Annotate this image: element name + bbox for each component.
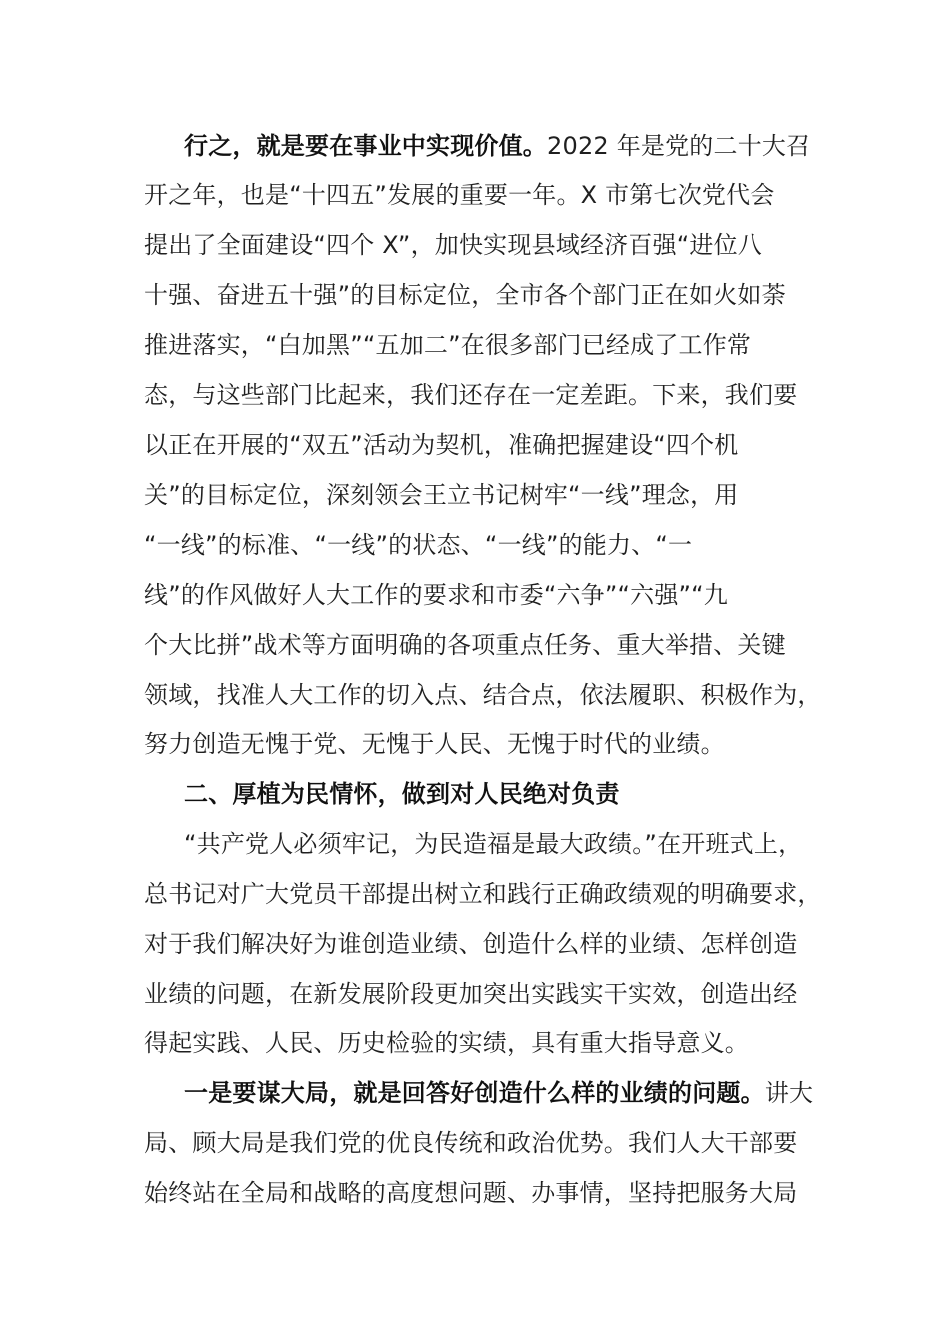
paragraph-2-line-3: 对于我们解决好为谁创造业绩、创造什么样的业绩、怎样创造 — [144, 930, 798, 958]
paragraph-2-line-5: 得起实践、人民、历史检验的实绩，具有重大指导意义。 — [144, 1029, 749, 1057]
paragraph-2-line-1: “共产党人必须牢记，为民造福是最大政绩。”在开班式上， — [184, 830, 803, 858]
paragraph-1-lead-bold: 行之，就是要在事业中实现价值。 — [184, 132, 547, 160]
paragraph-1-line-5: 推进落实，“白加黑”“五加二”在很多部门已经成了工作常 — [144, 331, 752, 359]
paragraph-1-line-4: 十强、奋进五十强”的目标定位，全市各个部门正在如火如荼 — [144, 281, 786, 309]
section-heading-2: 二、厚植为民情怀，做到对人民绝对负责 — [184, 780, 620, 808]
paragraph-3-line-3: 始终站在全局和战略的高度想问题、办事情，坚持把服务大局 — [144, 1179, 798, 1207]
paragraph-1-line-3: 提出了全面建设“四个 X”，加快实现县域经济百强“进位八 — [144, 231, 762, 259]
paragraph-2-line-2: 总书记对广大党员干部提出树立和践行正确政绩观的明确要求， — [144, 880, 822, 908]
paragraph-1-line-11: 个大比拼”战术等方面明确的各项重点任务、重大举措、关键 — [144, 631, 786, 659]
paragraph-1-line-1 — [184, 131, 810, 161]
paragraph-1-line-12: 领域，找准人大工作的切入点、结合点，依法履职、积极作为， — [144, 681, 822, 709]
paragraph-1-line-8: 关”的目标定位，深刻领会王立书记树牢“一线”理念，用 — [144, 481, 739, 509]
paragraph-1-line-7: 以正在开展的“双五”活动为契机，准确把握建设“四个机 — [144, 431, 739, 459]
paragraph-1-line-13: 努力创造无愧于党、无愧于人民、无愧于时代的业绩。 — [144, 730, 725, 758]
paragraph-1-line-6: 态，与这些部门比起来，我们还存在一定差距。下来，我们要 — [144, 381, 798, 409]
paragraph-2-line-4: 业绩的问题，在新发展阶段更加突出实践实干实效，创造出经 — [144, 980, 798, 1008]
paragraph-3-lead-bold: 一是要谋大局，就是回答好创造什么样的业绩的问题。 — [184, 1079, 765, 1107]
paragraph-3-line-2: 局、顾大局是我们党的优良传统和政治优势。我们人大干部要 — [144, 1129, 798, 1157]
paragraph-1-line-10: 线”的作风做好人大工作的要求和市委“六争”“六强”“九 — [144, 581, 728, 609]
paragraph-1-line-2: 开之年，也是“十四五”发展的重要一年。X 市第七次党代会 — [144, 181, 775, 209]
paragraph-1-line-9: “一线”的标准、“一线”的状态、“一线”的能力、“一 — [144, 531, 693, 559]
paragraph-3-line-1 — [184, 1078, 813, 1108]
paragraph-1-lead-rest: 2022 年是党的二十大召 — [547, 132, 811, 160]
paragraph-3-lead-rest: 讲大 — [764, 1079, 814, 1107]
